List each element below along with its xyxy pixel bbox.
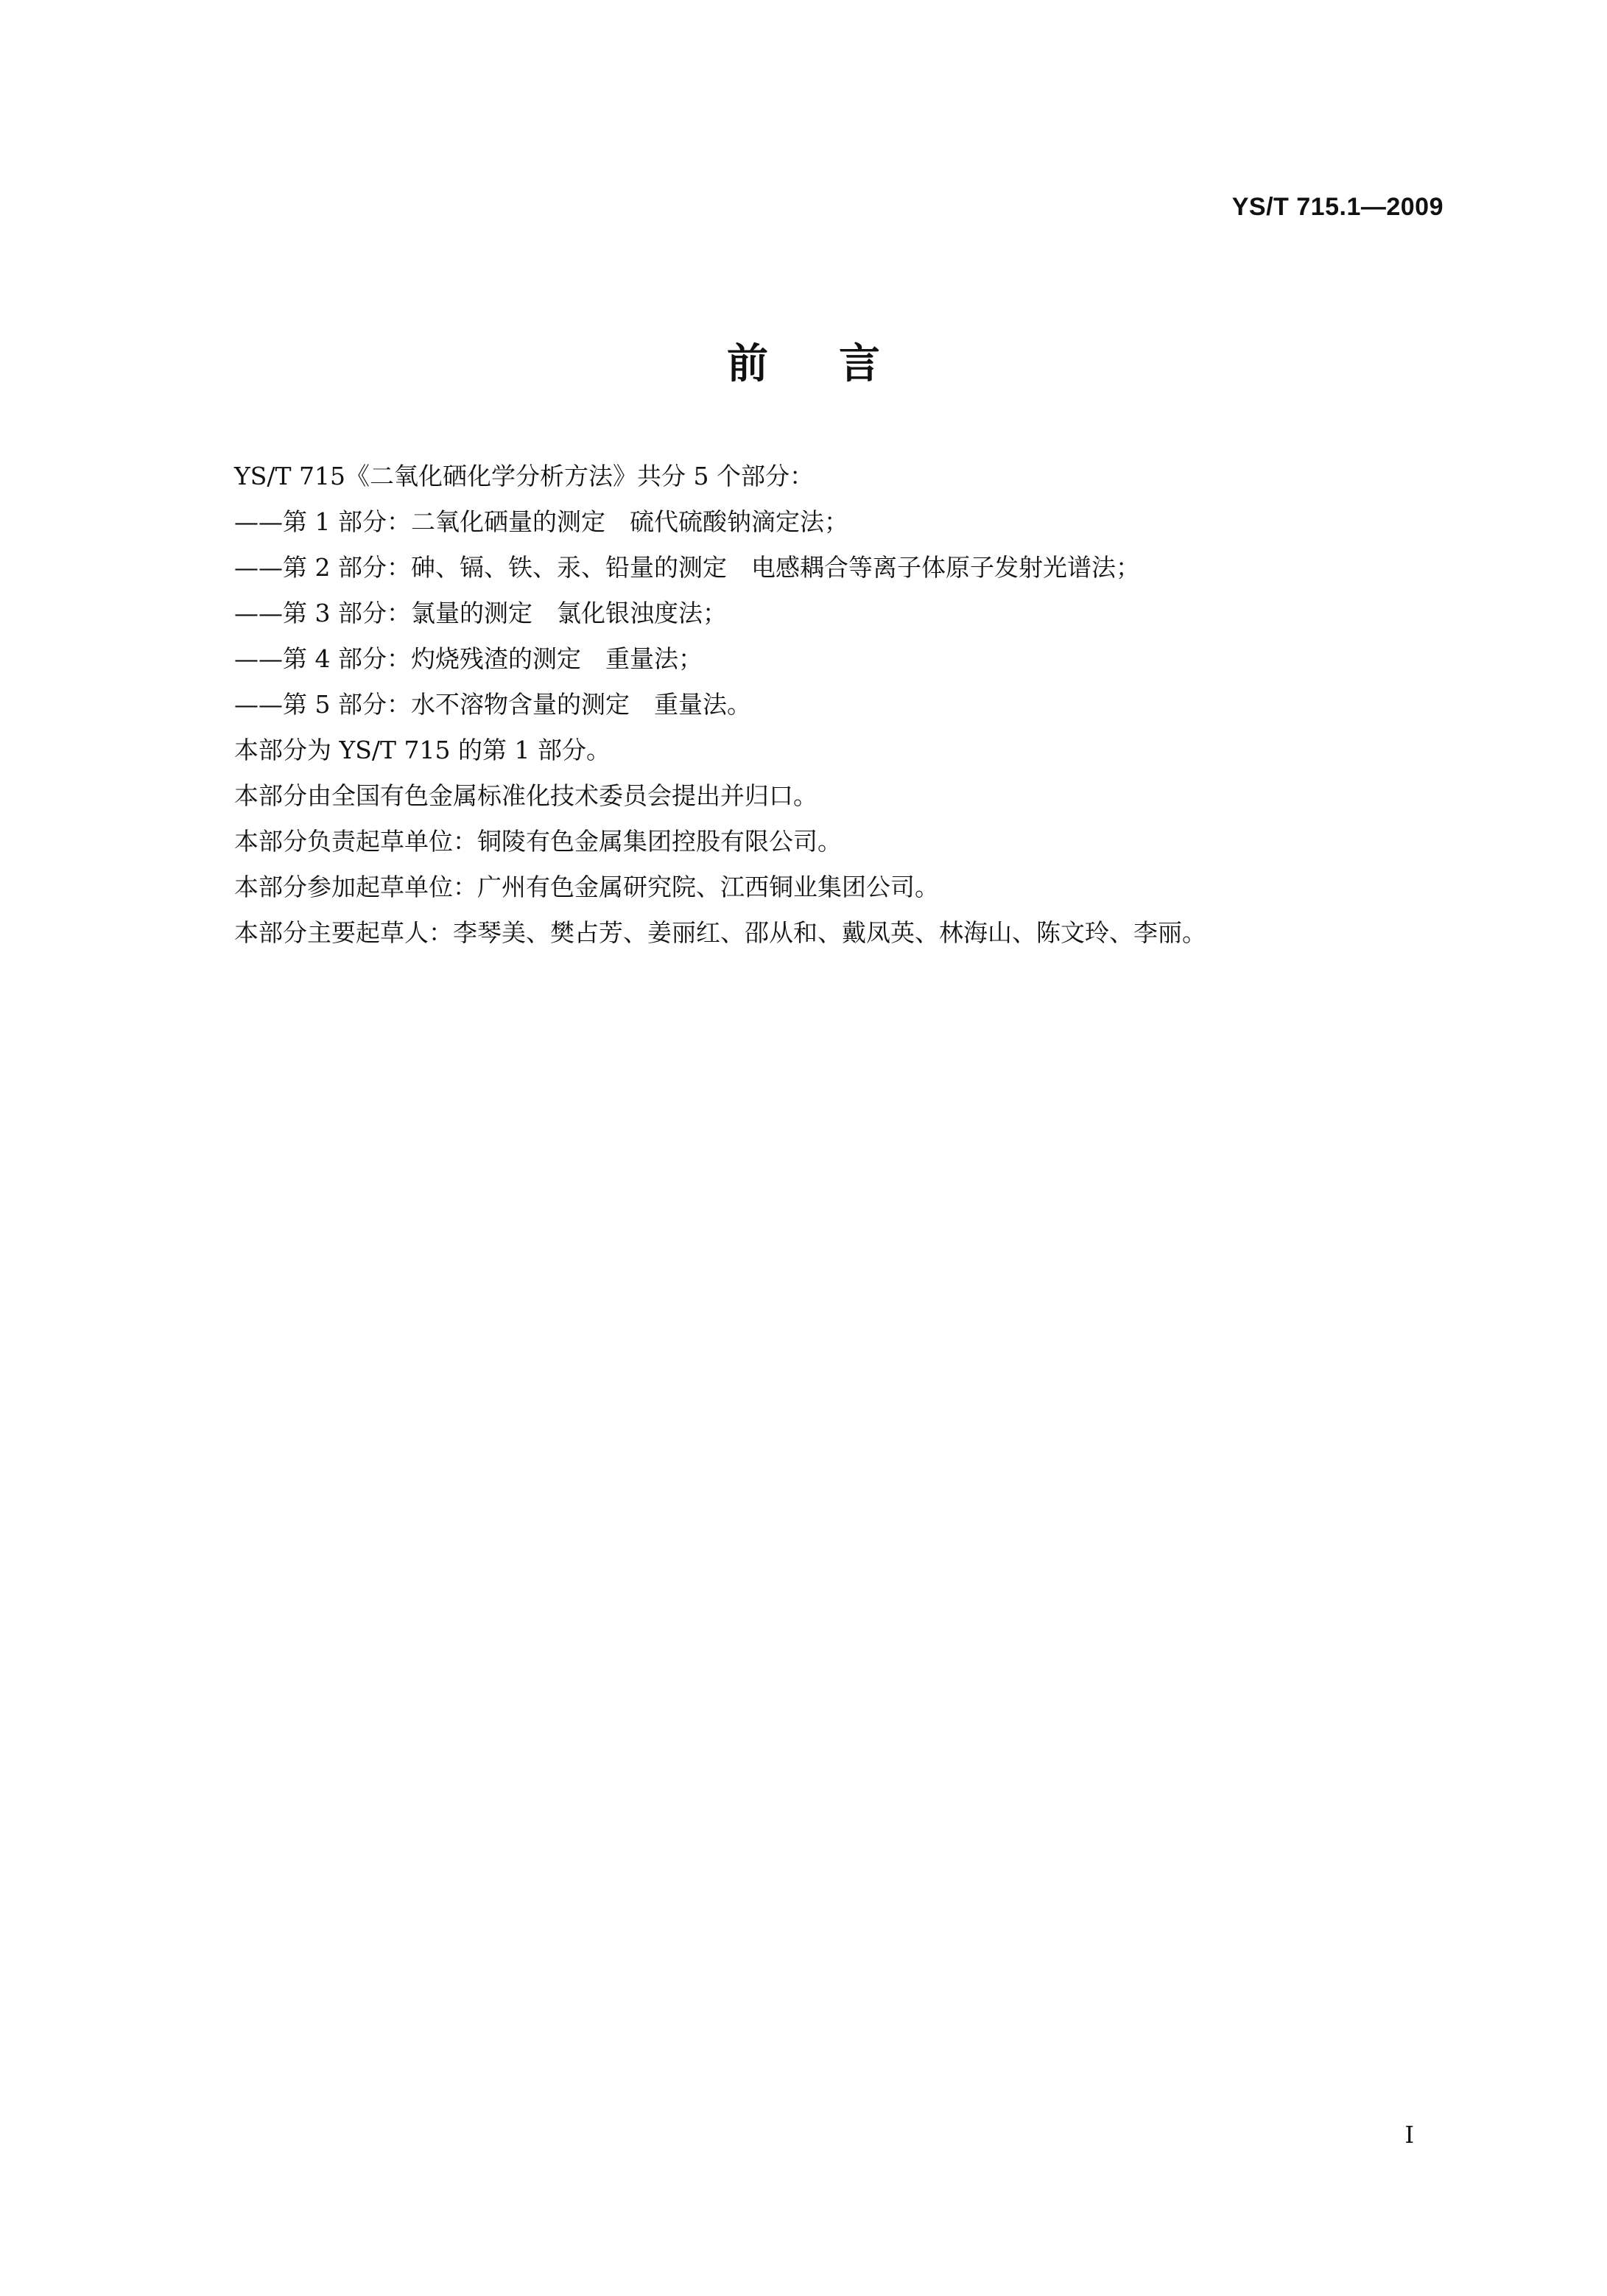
- list-item-part-1: ——第 1 部分：二氧化硒量的测定 硫代硫酸钠滴定法；: [234, 507, 848, 536]
- paragraph-lead-drafter: 本部分负责起草单位：铜陵有色金属集团控股有限公司。: [234, 827, 842, 856]
- list-item-part-4: ——第 4 部分：灼烧残渣的测定 重量法；: [234, 644, 703, 673]
- page-title: 前言: [727, 340, 951, 388]
- paragraph-proposer: 本部分由全国有色金属标准化技术委员会提出并归口。: [234, 781, 817, 810]
- paragraph-participating-drafters: 本部分参加起草单位：广州有色金属研究院、江西铜业集团公司。: [234, 873, 939, 901]
- standard-code: YS/T 715.1—2009: [1231, 193, 1444, 221]
- foreword-body: [234, 462, 1413, 965]
- paragraph-main-drafters: 本部分主要起草人：李琴美、樊占芳、姜丽红、邵从和、戴凤英、林海山、陈文玲、李丽。: [234, 918, 1206, 947]
- paragraph-intro: YS/T 715《二氧化硒化学分析方法》共分 5 个部分：: [234, 462, 814, 490]
- list-item-part-5: ——第 5 部分：水不溶物含量的测定 重量法。: [234, 690, 751, 719]
- list-item-part-2: ——第 2 部分：砷、镉、铁、汞、铅量的测定 电感耦合等离子体原子发射光谱法；: [234, 553, 1140, 582]
- list-item-part-3: ——第 3 部分：氯量的测定 氯化银浊度法；: [234, 599, 727, 627]
- paragraph-part-statement: 本部分为 YS/T 715 的第 1 部分。: [234, 736, 611, 764]
- page-number: I: [1404, 2121, 1414, 2149]
